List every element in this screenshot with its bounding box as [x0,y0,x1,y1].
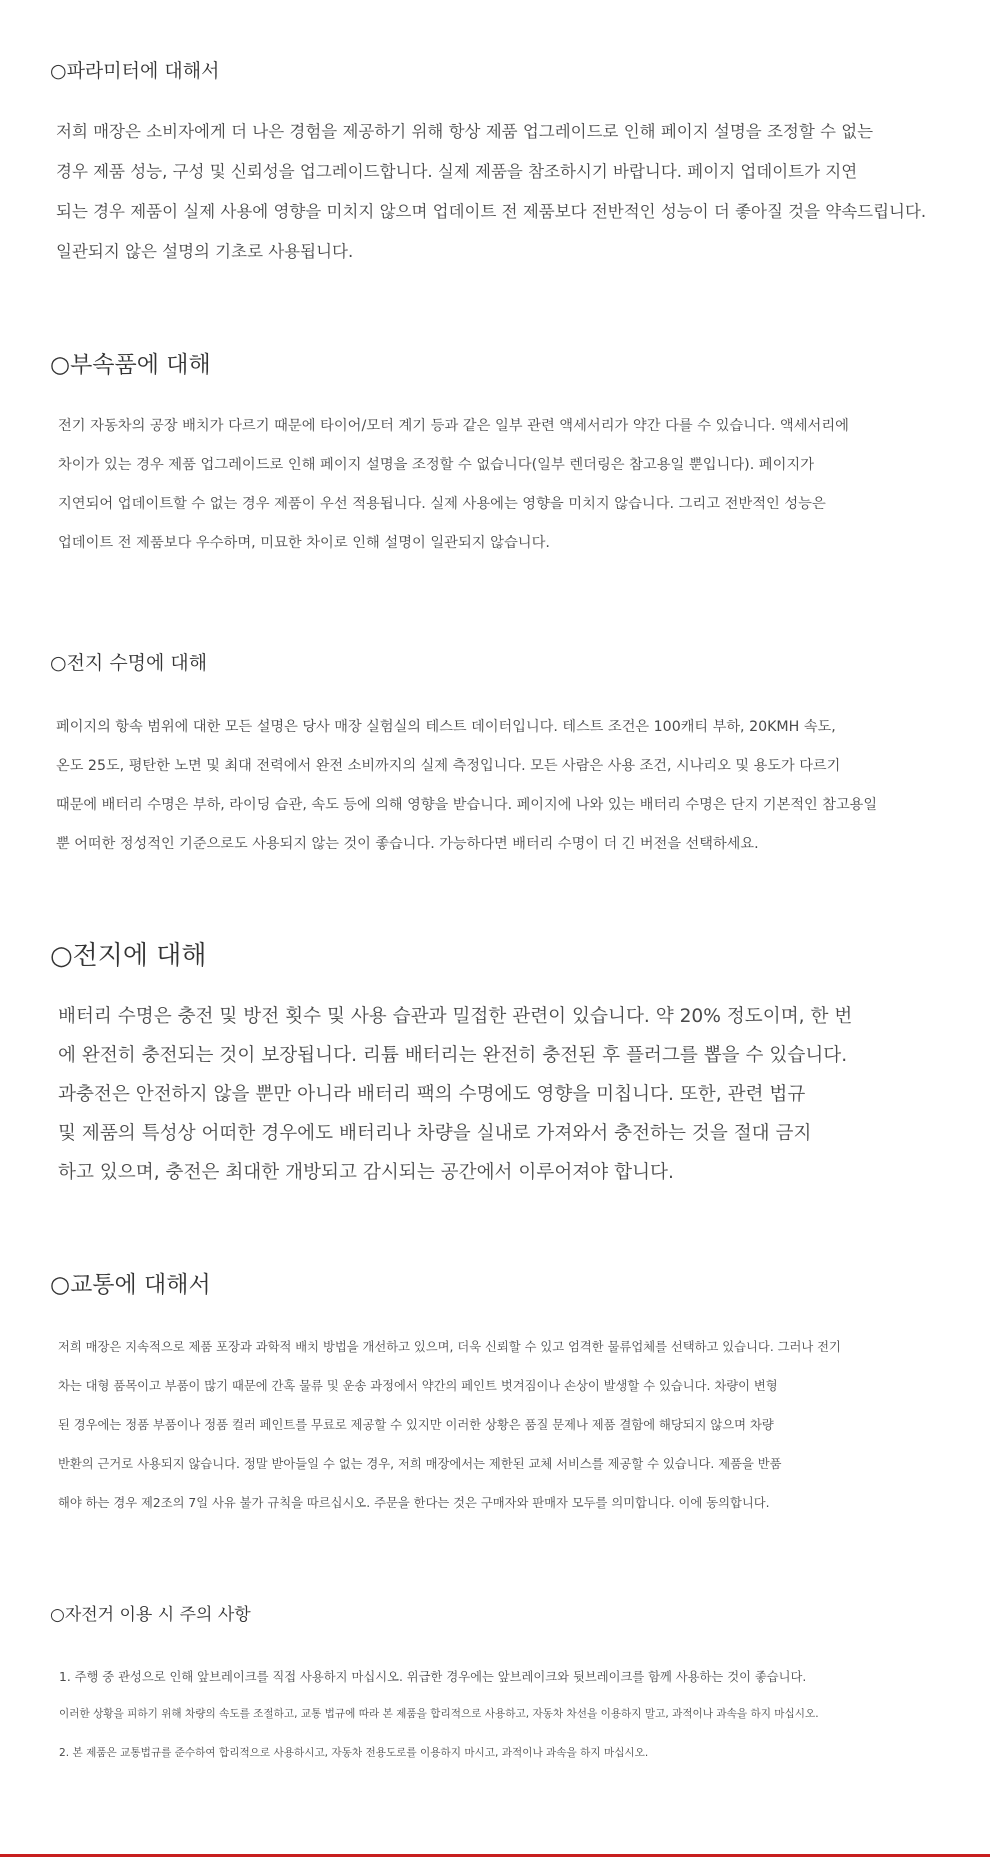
text-line: 에 완전히 충전되는 것이 보장됩니다. 리튬 배터리는 완전히 충전된 후 플러그를 뽑을 수 있습니다. [58,1045,848,1066]
text-line: 전기 자동차의 공장 배치가 다르기 때문에 타이어/모터 계기 등과 같은 일부 관련 액세서리가 약간 다를 수 있습니다. 액세서리에 [58,418,849,434]
text-line: 뿐 어떠한 정성적인 기준으로도 사용되지 않는 것이 좋습니다. 가능하다면 배터리 수명이 더 긴 버전을 선택하세요. [56,836,759,852]
section-heading-parameters: ○파라미터에 대해서 [50,60,220,82]
text-line: 해야 하는 경우 제2조의 7일 사유 불가 규칙을 따르십시오. 주문을 한다는 것은 구매자와 판매자 모두를 의미합니다. 이에 동의합니다. [58,1496,770,1510]
section-body-shipping [58,1337,841,1532]
text-line: 하고 있으며, 충전은 최대한 개방되고 감시되는 공간에서 이루어져야 합니다. [58,1162,674,1183]
text-line: 저희 매장은 소비자에게 더 나은 경험을 제공하기 위해 항상 제품 업그레이드로 인해 페이지 설명을 조정할 수 없는 [56,122,874,141]
text-line: 일관되지 않은 설명의 기초로 사용됩니다. [56,242,354,261]
text-line: 배터리 수명은 충전 및 방전 횟수 및 사용 습관과 밀접한 관련이 있습니다. 약 20% 정도이며, 한 번 [58,1006,853,1027]
text-line: 차이가 있는 경우 제품 업그레이드로 인해 페이지 설명을 조정할 수 없습니다(일부 렌더링은 참고용일 뿐입니다). 페이지가 [58,457,815,473]
text-line: 경우 제품 성능, 구성 및 신뢰성을 업그레이드합니다. 실제 제품을 참조하시기 바랍니다. 페이지 업데이트가 지연 [56,162,858,181]
text-line: 때문에 배터리 수명은 부하, 라이딩 습관, 속도 등에 의해 영향을 받습니다. 페이지에 나와 있는 배터리 수명은 단지 기본적인 참고용일 [56,797,878,813]
text-line: 되는 경우 제품이 실제 사용에 영향을 미치지 않으며 업데이트 전 제품보다 전반적인 성능이 더 좋아질 것을 약속드립니다. [56,202,927,221]
text-line: 저희 매장은 지속적으로 제품 포장과 과학적 배치 방법을 개선하고 있으며, 더욱 신뢰할 수 있고 엄격한 물류업체를 선택하고 있습니다. 그러나 전기 [58,1340,841,1354]
section-body-battery [58,1002,852,1197]
text-line: 반환의 근거로 사용되지 않습니다. 정말 받아들일 수 없는 경우, 저희 매장에서는 제한된 교체 서비스를 제공할 수 있습니다. 제품을 반품 [58,1457,782,1471]
text-line: 차는 대형 품목이고 부품이 많기 때문에 간혹 물류 및 운송 과정에서 약간의 페인트 벗겨짐이나 손상이 발생할 수 있습니다. 차량이 변형 [58,1379,778,1393]
section-body-battery-life [56,716,877,872]
section-heading-accessories: ○부속품에 대해 [50,352,211,378]
text-line: 된 경우에는 정품 부품이나 정품 컬러 페인트를 무료로 제공할 수 있지만 이러한 상황은 품질 문제나 제품 결함에 해당되지 않으며 차량 [58,1418,774,1432]
section-heading-battery: ○전지에 대해 [50,941,207,971]
text-line: 업데이트 전 제품보다 우수하며, 미묘한 차이로 인해 설명이 일관되지 않습니다. [58,535,550,551]
text-line: 과충전은 안전하지 않을 뿐만 아니라 배터리 팩의 수명에도 영향을 미칩니다. 또한, 관련 법규 [58,1084,806,1105]
section-heading-battery-life: ○전지 수명에 대해 [50,652,208,674]
section-heading-precautions: ○자전거 이용 시 주의 사항 [50,1605,251,1625]
section-body-precautions [59,1667,819,1784]
text-line: 이러한 상황을 피하기 위해 차량의 속도를 조절하고, 교통 법규에 따라 본 제품을 합리적으로 사용하고, 자동차 차선을 이용하지 말고, 과적이나 과속을 하지 마십시오. [59,1708,819,1720]
text-line: 1. 주행 중 관성으로 인해 앞브레이크를 직접 사용하지 마십시오. 위급한 경우에는 앞브레이크와 뒷브레이크를 함께 사용하는 것이 좋습니다. [59,1670,807,1684]
text-line: 온도 25도, 평탄한 노면 및 최대 전력에서 완전 소비까지의 실제 측정입니다. 모든 사람은 사용 조건, 시나리오 및 용도가 다르기 [56,758,841,774]
text-line: 지연되어 업데이트할 수 없는 경우 제품이 우선 적용됩니다. 실제 사용에는 영향을 미치지 않습니다. 그리고 전반적인 성능은 [58,496,826,512]
section-body-parameters [56,118,926,278]
text-line: 페이지의 항속 범위에 대한 모든 설명은 당사 매장 실험실의 테스트 데이터입니다. 테스트 조건은 100캐티 부하, 20KMH 속도, [56,719,836,735]
text-line: 및 제품의 특성상 어떠한 경우에도 배터리나 차량을 실내로 가져와서 충전하는 것을 절대 금지 [58,1123,812,1144]
section-body-accessories [58,415,849,571]
text-line: 2. 본 제품은 교통법규를 준수하여 합리적으로 사용하시고, 자동차 전용도로를 이용하지 마시고, 과적이나 과속을 하지 마십시오. [59,1747,649,1759]
section-heading-shipping: ○교통에 대해서 [50,1272,211,1298]
